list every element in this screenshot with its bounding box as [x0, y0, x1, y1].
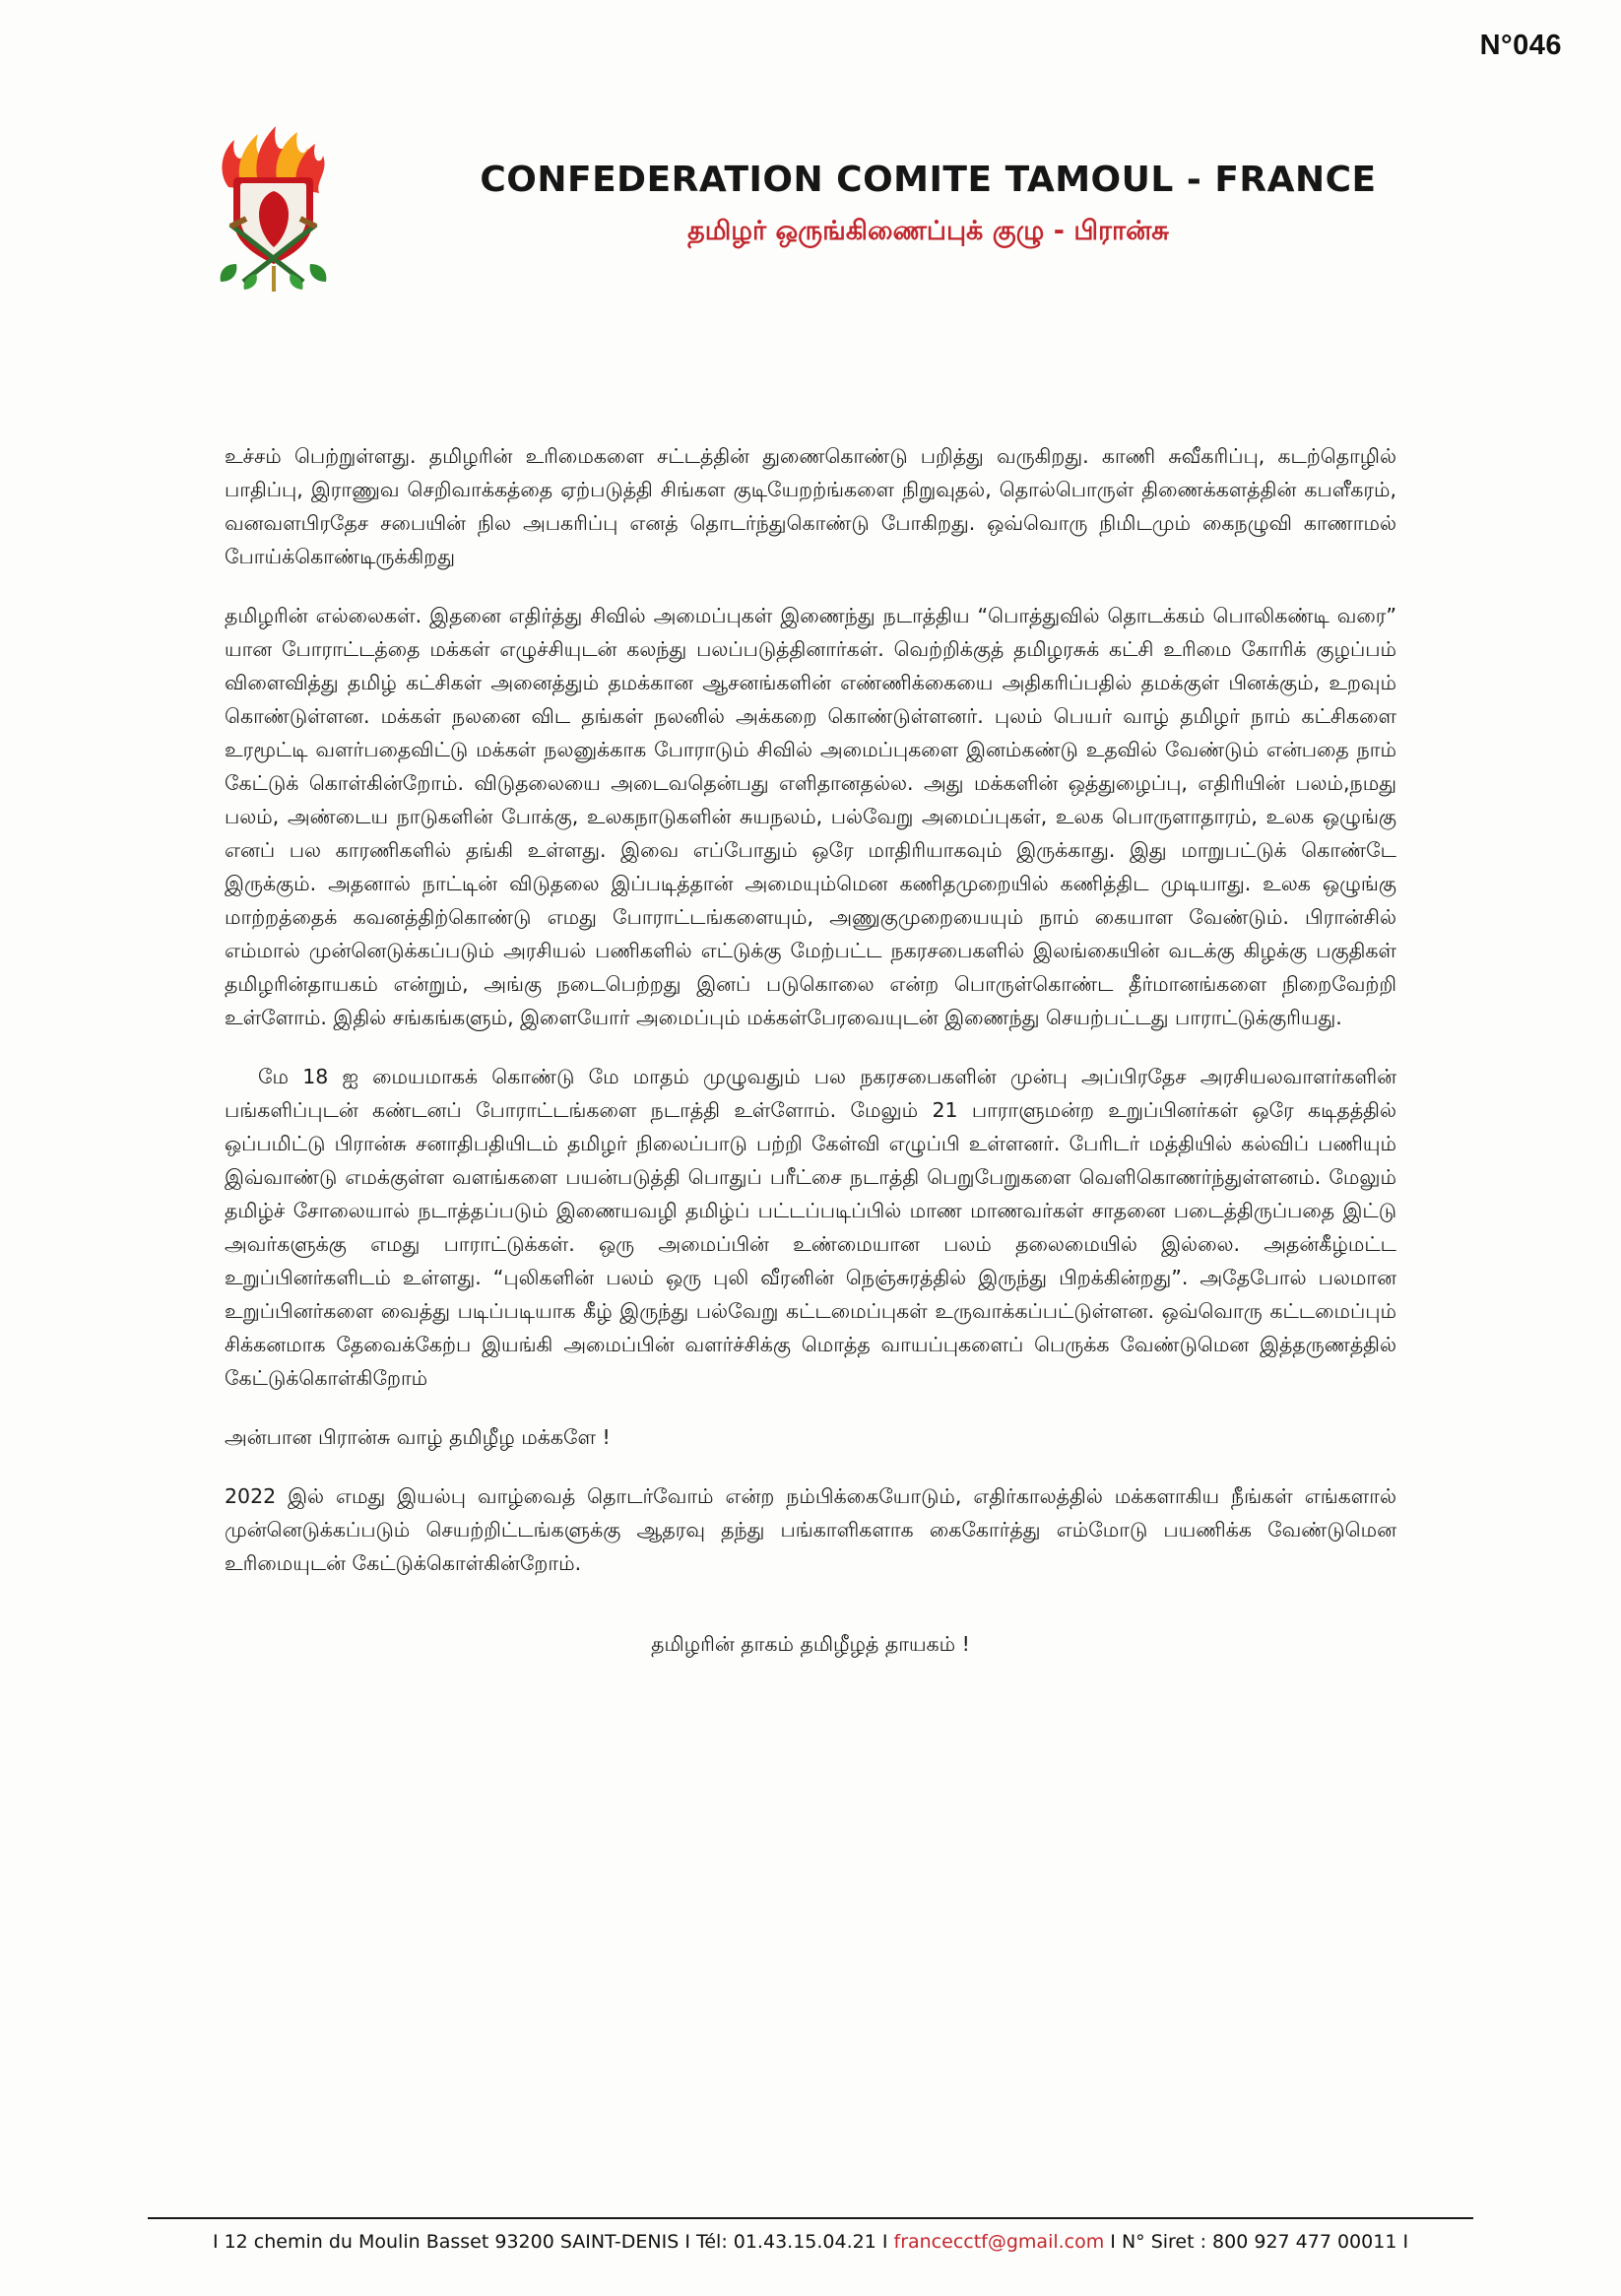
organization-heading: [359, 160, 1458, 250]
footer-siret: I N° Siret : 800 927 477 00011 I: [1110, 2231, 1409, 2253]
body-paragraph: மே 18 ஐ மையமாகக் கொண்டு மே மாதம் முழுவதும் பல நகரசபைகளின் முன்பு அப்பிரதேச அரசியலவாளர்களின் பங்களிப்புடன் கண்டனப் போராட்டங்களை நடாத்தி உள்ளோம். மேலும் 21 பாராளுமன்ற உறுப்பினர்கள் ஒரே கடிதத்தில் ஒப்பமிட்டு பிரான்சு சனாதிபதியிடம் தமிழர் நிலைப்பாடு பற்றி கேள்வி எழுப்பி உள்ளனர். பேரிடர் மத்தியில் கல்விப் பணியும் இவ்வாண்டு எமக்குள்ள வளங்களை பயன்படுத்தி பொதுப் பரீட்சை நடாத்தி பெறுபேறுகளை வெளிகொணர்ந்துள்ளனம். மேலும் தமிழ்ச் சோலையால் நடாத்தப்படும் இணையவழி தமிழ்ப் பட்டப்படிப்பில் மாண மாணவர்கள் சாதனை படைத்திருப்பதை இட்டு அவர்களுக்கு எமது பாராட்டுக்கள். ஒரு அமைப்பின் உண்மையான பலம் தலைமையில் இல்லை. அதன்கீழ்மட்ட உறுப்பினர்களிடம் உள்ளது. “புலிகளின் பலம் ஒரு புலி வீரனின் நெஞ்சுரத்தில் இருந்து பிறக்கின்றது”. அதேபோல் பலமான உறுப்பினர்களை வைத்து படிப்படியாக கீழ் இருந்து பல்வேறு கட்டமைப்புகள் உருவாக்கப்பட்டுள்ளன. ஒவ்வொரு கட்டமைப்பும் சிக்கனமாக தேவைக்கேற்ப இயங்கி அமைப்பின் வளர்ச்சிக்கு மொத்த வாயப்புகளைப் பெருக்க வேண்டுமென இத்தருணத்தில் கேட்டுக்கொள்கிறோம்: [225, 1064, 1396, 1390]
page-number: N°046: [1479, 30, 1562, 61]
closing-slogan: தமிழரின் தாகம் தமிழீழத் தாயகம் !: [651, 1631, 970, 1656]
footer-email-link[interactable]: francecctf@gmail.com: [893, 2231, 1105, 2253]
salutation-paragraph: அன்பான பிரான்சு வாழ் தமிழீழ மக்களே !: [225, 1424, 611, 1449]
footer-address: 12 chemin du Moulin Basset 93200 SAINT-DENIS I Tél: 01.43.15.04.21 I: [224, 2231, 888, 2253]
organization-title: CONFEDERATION COMITE TAMOUL - FRANCE: [480, 160, 1377, 200]
body-paragraph: 2022 இல் எமது இயல்பு வாழ்வைத் தொடர்வோம் என்ற நம்பிக்கையோடும், எதிர்காலத்தில் மக்களாகிய நீங்கள் எங்களால் முன்னெடுக்கப்படும் செயற்றிட்டங்களுக்கு ஆதரவு தந்து பங்காளிகளாக கைகோர்த்து எம்மோடு பயணிக்க வேண்டுமென உரிமையுடன் கேட்டுக்கொள்கின்றோம்.: [225, 1483, 1396, 1575]
body-paragraph: உச்சம் பெற்றுள்ளது. தமிழரின் உரிமைகளை சட்டத்தின் துணைகொண்டு பறித்து வருகிறது. காணி சுவீகரிப்பு, கடற்தொழில் பாதிப்பு, இராணுவ செறிவாக்கத்தை ஏற்படுத்தி சிங்கள குடியேறற்ங்களை நிறுவுதல், தொல்பொருள் திணைக்களத்தின் கபளீகரம், வனவளபிரதேச சபையின் நில அபகரிப்பு எனத் தொடர்ந்துகொண்டு போகிறது. ஒவ்வொரு நிமிடமும் கைநழுவி காணாமல் போய்க்கொண்டிருக்கிறது: [225, 443, 1396, 568]
body-paragraph: தமிழரின் எல்லைகள். இதனை எதிர்த்து சிவில் அமைப்புகள் இணைந்து நடாத்திய “பொத்துவில் தொடக்கம் பொலிகண்டி வரை” யான போராட்டத்தை மக்கள் எழுச்சியுடன் கலந்து பலப்படுத்தினார்கள். வெற்றிக்குத் தமிழரசுக் கட்சி உரிமை கோரிக் குழப்பம் விளைவித்து தமிழ் கட்சிகள் அனைத்தும் தமக்கான ஆசனங்களின் எண்ணிக்கையை அதிகரிப்பதில் தமக்குள் பினக்கும், உறவும் கொண்டுள்ளன. மக்கள் நலனை விட தங்கள் நலனில் அக்கறை கொண்டுள்ளனர். புலம் பெயர் வாழ் தமிழர் நாம் கட்சிகளை உரமூட்டி வளர்பதைவிட்டு மக்கள் நலனுக்காக போராடும் சிவில் அமைப்புகளை இனம்கண்டு உதவில் வேண்டும் என்பதை நாம் கேட்டுக் கொள்கின்றோம். விடுதலையை அடைவதென்பது எளிதானதல்ல. அது மக்களின் ஒத்துழைப்பு, எதிரியின் பலம்,நமது பலம், அண்டைய நாடுகளின் போக்கு, உலகநாடுகளின் சுயநலம், பல்வேறு அமைப்புகள், உலக பொருளாதாரம், உலக ஒழுங்கு எனப் பல காரணிகளில் தங்கி உள்ளது. இவை எப்போதும் ஒரே மாதிரியாகவும் இருக்காது. இது மாறுபட்டுக் கொண்டே இருக்கும். அதனால் நாட்டின் விடுதலை இப்படித்தான் அமையும்மென கணிதமுறையில் கணித்திட முடியாது. உலக ஒழுங்கு மாற்றத்தைக் கவனத்திற்கொண்டு எமது போராட்டங்களையும், அணுகுமுறையையும் நாம் கையாள வேண்டும். பிரான்சில் எம்மால் முன்னெடுக்கப்படும் அரசியல் பணிகளில் எட்டுக்கு மேற்பட்ட நகரசபைகளில் இலங்கையின் வடக்கு கிழக்கு பகுதிகள் தமிழரின்தாயகம் என்றும், அங்கு நடைபெற்றது இனப் படுகொலை என்ற பொருள்கொண்ட தீர்மானங்களை நிறைவேற்றி உள்ளோம். இதில் சங்கங்களும், இளையோர் அமைப்பும் மக்கள்பேரவையுடன் இணைந்து செயற்பட்டது பாராட்டுக்குரியது.: [225, 603, 1396, 1029]
footer-contact-bar: [148, 2217, 1473, 2253]
ctf-emblem-logo: [187, 116, 359, 294]
footer-left-bar: I: [212, 2231, 219, 2253]
organization-subtitle: தமிழர் ஒருங்கிணைப்புக் குழு - பிரான்சு: [687, 216, 1169, 246]
letterhead: [187, 116, 1458, 294]
letter-body: [225, 419, 1396, 1686]
